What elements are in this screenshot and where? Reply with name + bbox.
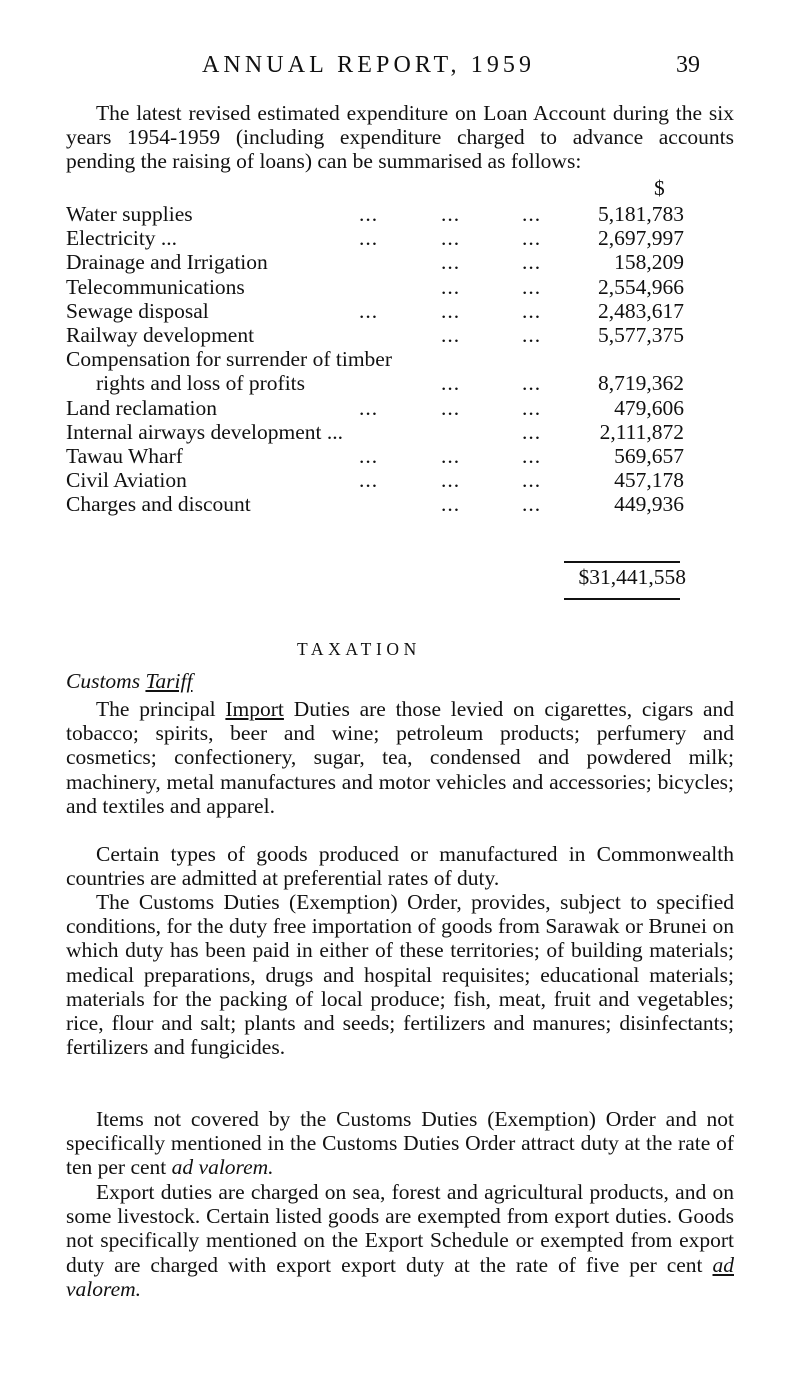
row-amount: 2,111,872	[599, 419, 684, 444]
p4-text: Items not covered by the Customs Duties (Exemption) Order and not specifically mentioned in the Customs Duties Order attract duty at the rate of ten per cent	[66, 1107, 734, 1180]
expenditure-row	[66, 250, 686, 274]
paragraph-import-duties	[66, 697, 734, 818]
expenditure-row	[66, 396, 686, 420]
row-leader-dots: ...	[441, 250, 461, 275]
row-leader-dots: ...	[522, 226, 542, 251]
intro-paragraph: The latest revised estimated expenditure on Loan Account during the six years 1954-1959 (including expenditure charged to advance accounts pending the raising of loans) can be summarised as follows:	[66, 101, 734, 174]
row-leader-dots: ...	[522, 371, 542, 396]
expenditure-row	[66, 347, 686, 371]
expenditure-row	[66, 299, 686, 323]
paragraph-preferential-rates: Certain types of goods produced or manufactured in Commonwealth countries are admitted at preferential rates of duty.	[66, 842, 734, 891]
expenditure-row	[66, 468, 686, 492]
p5-italic-underlined: ad	[712, 1252, 734, 1277]
row-leader-dots: ...	[359, 298, 379, 323]
row-amount: 569,657	[614, 443, 684, 468]
p4-italic: ad valorem.	[171, 1155, 274, 1180]
subheading-underlined: Tariff	[145, 669, 193, 693]
row-amount: 2,554,966	[598, 274, 684, 299]
row-leader-dots: ...	[441, 274, 461, 299]
row-leader-dots: ...	[522, 492, 542, 517]
expenditure-row	[66, 202, 686, 226]
row-leader-dots: ...	[441, 468, 461, 493]
row-label: Water supplies	[66, 202, 193, 226]
expenditure-row	[66, 371, 686, 395]
paragraph-items-not-covered	[66, 1107, 734, 1180]
row-leader-dots: ...	[441, 322, 461, 347]
subheading-customs-tariff	[66, 669, 192, 694]
p5-text: Export duties are charged on sea, forest and agricultural products, and on some livestock. Certain listed goods are exempted from export duties. Goods not specifically mentioned on the Export Schedule or exempted from export duty are charged with export export duty at the rate of five per cent	[66, 1180, 734, 1277]
row-leader-dots: ...	[522, 250, 542, 275]
p1-rest: Duties are those levied on cigarettes, cigars and tobacco; spirits, beer and wine; petroleum products; perfumery and cosmetics; confectionery, sugar, tea, condensed and powdered milk; machinery, metal manufactures and motor vehicles and accessories; bicycles; and textiles and apparel.	[66, 697, 734, 818]
p1-underlined: Import	[225, 697, 284, 721]
total-rule-bottom	[564, 598, 680, 600]
row-leader-dots: ...	[441, 443, 461, 468]
row-leader-dots: ...	[359, 395, 379, 420]
total-rule-top	[564, 561, 680, 563]
row-label: Drainage and Irrigation	[66, 250, 268, 275]
row-leader-dots: ...	[359, 468, 379, 493]
row-leader-dots: ...	[441, 395, 461, 420]
section-heading-taxation: TAXATION	[297, 639, 421, 659]
row-amount: 2,483,617	[598, 298, 684, 323]
row-leader-dots: ...	[522, 202, 542, 226]
row-label: Internal airways development ...	[66, 419, 344, 444]
expenditure-total: $31,441,558	[578, 565, 686, 589]
row-amount: 5,577,375	[598, 322, 684, 347]
p5-italic: valorem.	[66, 1276, 142, 1301]
row-leader-dots: ...	[441, 298, 461, 323]
row-amount: 8,719,362	[598, 371, 684, 396]
row-label: Telecommunications	[66, 274, 245, 299]
row-leader-dots: ...	[359, 226, 379, 251]
row-leader-dots: ...	[441, 226, 461, 251]
row-amount: 5,181,783	[598, 202, 684, 226]
row-amount: 457,178	[614, 468, 684, 493]
row-leader-dots: ...	[522, 298, 542, 323]
row-label: Charges and discount	[66, 492, 251, 517]
running-title: ANNUAL REPORT, 1959	[202, 52, 536, 78]
row-label: Sewage disposal	[66, 298, 209, 323]
paragraph-exemption-order: The Customs Duties (Exemption) Order, provides, subject to specified conditions, for the duty free importation of goods from Sarawak or Brunei on which duty has been paid in either of these territories; of building materials; medical preparations, drugs and hospital requisites; educational materials; materials for the packing of local produce; fish, meat, fruit and vegetables; rice, flour and salt; plants and seeds; fertilizers and manures; disinfectants; fertilizers and fungicides.	[66, 890, 734, 1060]
row-leader-dots: ...	[522, 322, 542, 347]
row-leader-dots: ...	[522, 468, 542, 493]
row-label: Electricity ...	[66, 226, 178, 251]
row-leader-dots: ...	[441, 202, 461, 226]
expenditure-row	[66, 444, 686, 468]
paragraph-export-duties	[66, 1180, 734, 1301]
row-leader-dots: ...	[522, 274, 542, 299]
row-leader-dots: ...	[522, 395, 542, 420]
page-number: 39	[676, 52, 700, 78]
row-amount: 449,936	[614, 492, 684, 517]
expenditure-row	[66, 420, 686, 444]
p1-start: The principal	[96, 697, 226, 721]
row-amount: 479,606	[614, 395, 684, 420]
running-header	[0, 52, 800, 86]
expenditure-row	[66, 275, 686, 299]
row-label: Compensation for surrender of timber	[66, 347, 392, 372]
subheading-prefix: Customs	[66, 669, 146, 693]
row-leader-dots: ...	[441, 492, 461, 517]
row-amount: 2,697,997	[598, 226, 684, 251]
row-label: Land reclamation	[66, 395, 218, 420]
row-label: Railway development	[66, 322, 255, 347]
expenditure-table	[66, 202, 686, 516]
row-leader-dots: ...	[359, 443, 379, 468]
expenditure-row	[66, 492, 686, 516]
expenditure-row	[66, 226, 686, 250]
row-label: rights and loss of profits	[96, 371, 306, 396]
row-leader-dots: ...	[522, 443, 542, 468]
row-leader-dots: ...	[441, 371, 461, 396]
row-label: Tawau Wharf	[66, 443, 183, 468]
row-amount: 158,209	[614, 250, 684, 275]
row-leader-dots: ...	[522, 419, 542, 444]
expenditure-row	[66, 323, 686, 347]
row-label: Civil Aviation	[66, 468, 187, 493]
currency-header: $	[654, 176, 665, 200]
row-leader-dots: ...	[359, 202, 379, 226]
